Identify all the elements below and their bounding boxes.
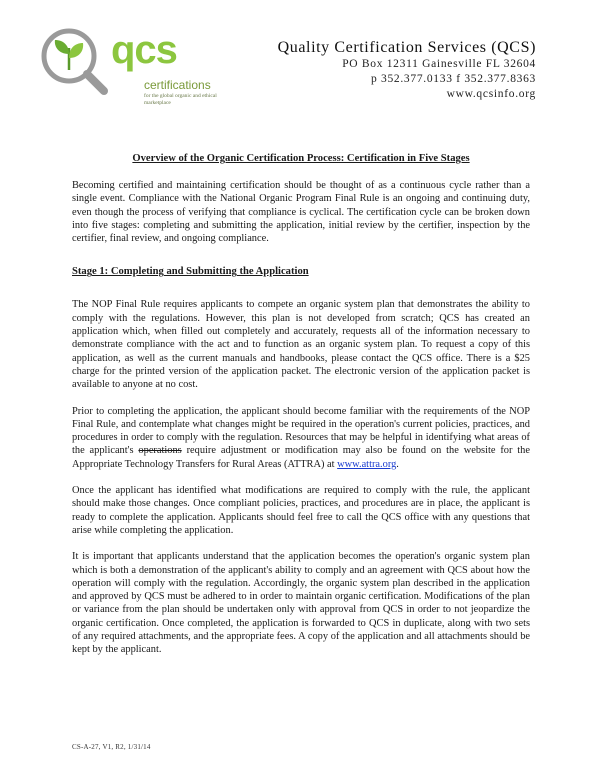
stage1-paragraph-2: Prior to completing the application, the applicant should become familiar with the requirements of the NOP Final Rule, and contemplate what changes might be required in the operation's current policies, practices, and procedures in order to comply with the regulation. Resources that may be helpful in identifying what areas of the applicant's operations require adjustment or modification may also be found on the website for the Appropriate Technology Transfers for Rural Areas (ATTRA) at www.attra.org.	[72, 405, 530, 470]
postal-address: PO Box 12311 Gainesville FL 32604	[342, 58, 536, 70]
intro-paragraph: Becoming certified and maintaining certification should be thought of as a continuous cycle rather than a single event. Compliance with the National Organic Program Final Rule is an ongoing and continuing duty, even though the process of verifying that compliance is cyclical. The certification cycle can be broken down into five stages: completing and submitting the application, initial review by the certifier, inspection by the certifier, final review, and ongoing compliance.	[72, 180, 530, 245]
logo-tagline: for the global organic and ethical marketplace	[144, 93, 217, 106]
stage1-paragraph-1: The NOP Final Rule requires applicants to compete an organic system plan that demonstrates the ability to comply with the regulations. However, this plan is not developed from scratch; QCS has created an application which, when filled out completely and accurately, requests all of the information necessary to demonstrate compliance with the act and to function as an organic system plan. To request a copy of this application, as well as the current manuals and handbooks, please contact the QCS office. There is a $25 charge for the printed version of the application packet. The electronic version of the application packet is available to anyone at no cost.	[72, 299, 530, 391]
document-body	[72, 152, 530, 657]
attra-link[interactable]: www.attra.org	[337, 458, 397, 470]
qcs-logo	[36, 24, 221, 119]
website[interactable]: www.qcsinfo.org	[446, 88, 536, 100]
letterhead-address	[278, 38, 536, 102]
org-name: Quality Certification Services (QCS)	[277, 39, 536, 56]
document-title: Overview of the Organic Certification Process: Certification in Five Stages	[132, 153, 470, 164]
document-code: CS-A-27, V1, R2, 1/31/14	[72, 743, 151, 751]
stage1-paragraph-3: Once the applicant has identified what modifications are required to comply with the rule, the applicant should make those changes. Once compliant policies, practices, and procedures are in place, the applicant is ready to complete the application. Applicants should feel free to call the QCS office with any questions that arise while completing the application.	[72, 485, 530, 536]
magnifier-leaf-icon	[36, 24, 116, 104]
phone-fax: p 352.377.0133 f 352.377.8363	[370, 73, 536, 85]
struck-text: operations	[138, 445, 182, 457]
stage1-heading: Stage 1: Completing and Submitting the Application	[72, 266, 309, 278]
logo-wordmark: certifications	[144, 78, 211, 92]
stage1-paragraph-4: It is important that applicants understand that the application becomes the operation's organic system plan which is both a demonstration of the applicant's ability to comply and an agreement with QCS about how the operation will comply with the regulation. Accordingly, the organic system plan described in the application and approved by QCS must be adhered to in order to maintain organic certification. Modifications of the plan or variance from the plan should be undertaken only with approval from QCS in order to not jeopardize the organic certification. Once completed, the application is forwarded to QCS in duplicate, along with two sets of any required attachments, and the appropriate fees. A copy of the application and all attachments should be kept by the applicant.	[72, 551, 530, 656]
logo-brand: qcs	[111, 28, 177, 72]
